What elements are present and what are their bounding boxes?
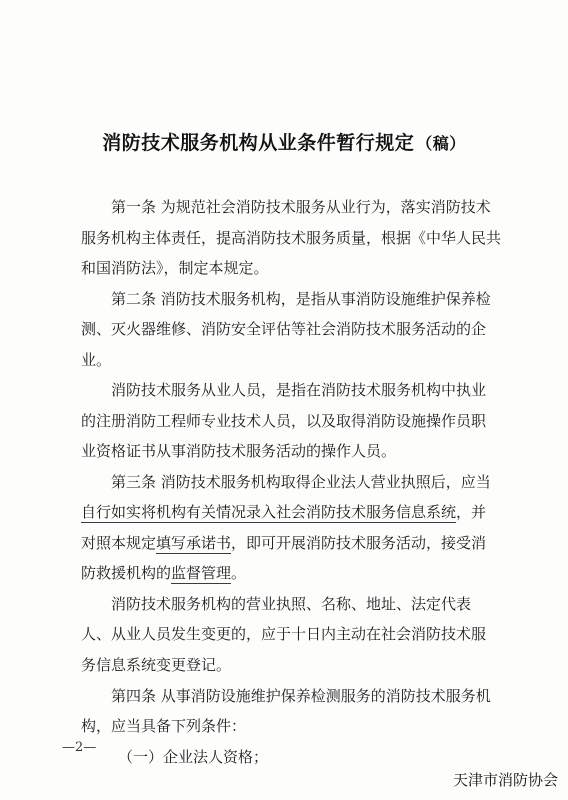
plain-text: 防救援机构的 bbox=[81, 564, 172, 582]
paragraph-line: 第一条 为规范社会消防技术服务从业行为，落实消防技术 bbox=[111, 198, 491, 216]
page-number: —2— bbox=[62, 740, 97, 755]
plain-text: 对照本规定 bbox=[81, 534, 157, 552]
document-title bbox=[0, 128, 568, 155]
paragraph-line: 第四条 从事消防设施维护保养检测服务的消防技术服务机 bbox=[111, 687, 491, 705]
paragraph-line: 消防技术服务从业人员，是指在消防技术服务机构中执业 bbox=[111, 381, 487, 399]
paragraph-line: 人、从业人员发生变更的，应于十日内主动在社会消防技术服 bbox=[81, 625, 487, 643]
paragraph-line: 务信息系统变更登记。 bbox=[81, 656, 232, 674]
paragraph-line: 和国消防法》，制定本规定。 bbox=[81, 259, 269, 277]
paragraph-line: （一）企业法人资格； bbox=[118, 748, 269, 766]
underlined-text: 监督管理 bbox=[171, 564, 232, 582]
plain-text: ，并 bbox=[456, 503, 487, 521]
paragraph-line: 测、灭火器维修、消防安全评估等社会消防技术服务活动的企 bbox=[81, 320, 487, 338]
paragraph-line: 第三条 消防技术服务机构取得企业法人营业执照后，应当 bbox=[111, 473, 491, 491]
paragraph-line: 第二条 消防技术服务机构，是指从事消防设施维护保养检 bbox=[111, 290, 491, 308]
title-draft-mark: （稿） bbox=[416, 134, 466, 153]
paragraph-line: 的注册消防工程师专业技术人员，以及取得消防设施操作员职 bbox=[81, 412, 487, 430]
title-text: 消防技术服务机构从业条件暂行规定 bbox=[102, 132, 415, 154]
paragraph-line: 服务机构主体责任，提高消防技术服务质量，根据《中华人民共 bbox=[81, 229, 502, 247]
plain-text: 。 bbox=[231, 564, 247, 582]
plain-text: ，即可开展消防技术服务活动，接受消 bbox=[231, 534, 487, 552]
paragraph-line: 业资格证书从事消防技术服务活动的操作人员。 bbox=[81, 442, 397, 460]
paragraph-line: 业。 bbox=[81, 351, 112, 369]
watermark-text: 天津市消防协会 bbox=[452, 771, 558, 789]
underlined-text: 自行如实将机构有关情况录入社会消防技术服务信息系统 bbox=[81, 503, 457, 521]
paragraph-line bbox=[81, 533, 486, 553]
paragraph-line: 构，应当具备下列条件： bbox=[81, 717, 247, 735]
paragraph-line bbox=[81, 563, 246, 583]
underlined-text: 填写承诺书 bbox=[156, 534, 232, 552]
paragraph-line bbox=[81, 502, 486, 522]
paragraph-line: 消防技术服务机构的营业执照、名称、地址、法定代表 bbox=[111, 595, 472, 613]
